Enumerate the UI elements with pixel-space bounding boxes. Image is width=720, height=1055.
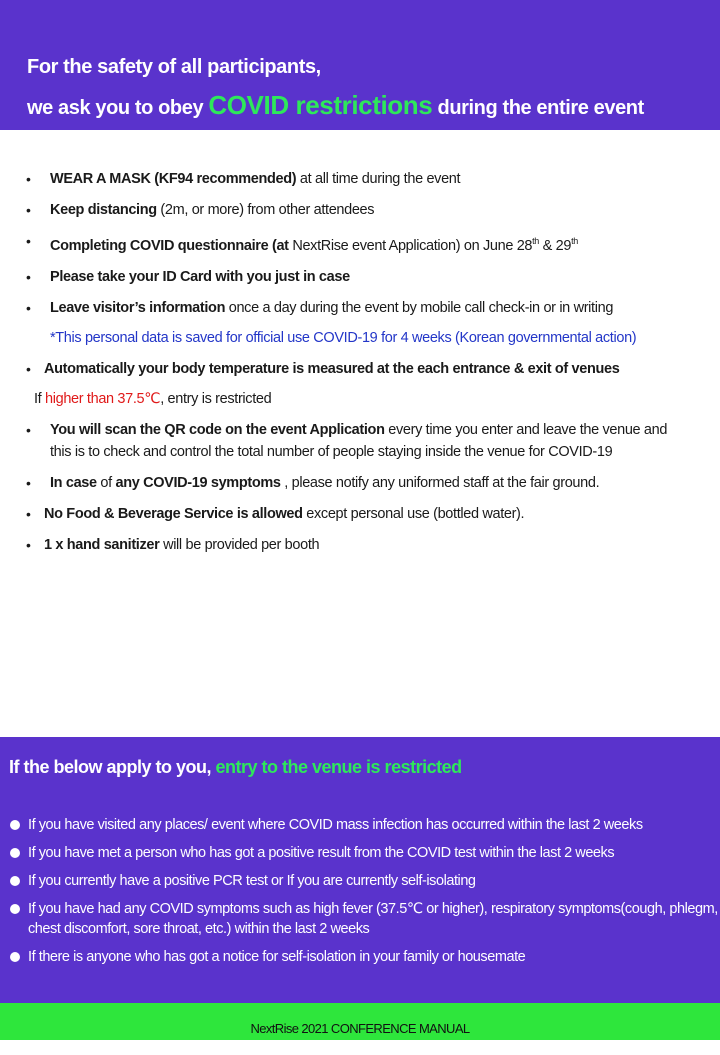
rule-text: & 29 <box>538 237 572 254</box>
bullet-icon: • <box>26 202 31 218</box>
banner-highlight: COVID restrictions <box>208 90 433 120</box>
bullet-icon: • <box>26 299 31 316</box>
rule-bold: Leave visitor’s information <box>50 299 226 316</box>
temperature-line <box>34 388 714 410</box>
heading-pre: If the below apply to you, <box>9 757 216 777</box>
rule-text: (2m, or more) from other attendees <box>156 202 375 218</box>
bullet-icon: • <box>26 536 31 553</box>
condition-text: If there is anyone who has got a notice for self-isolation in your family or housemate <box>28 949 526 965</box>
rule-text: NextRise event Application) on June 28 <box>288 237 533 254</box>
banner-line-2 <box>27 90 644 121</box>
rule-mask <box>24 168 714 190</box>
list-item <box>9 899 719 939</box>
temperature-threshold: higher than 37.5℃ <box>45 390 161 407</box>
rule-text: every time you enter and leave the venue and <box>384 421 668 438</box>
footer-text: NextRise 2021 CONFERENCE MANUAL <box>250 1021 470 1036</box>
rule-text: except personal use (bottled water). <box>302 505 525 522</box>
rule-bold: Automatically your body temperature is measured at the each entrance & exit of venues <box>44 360 620 377</box>
list-item <box>9 871 719 891</box>
rule-text: at all time during the event <box>296 171 461 187</box>
bullet-icon: • <box>26 233 31 249</box>
list-item <box>9 843 719 863</box>
condition-text: If you have visited any places/ event where COVID mass infection has occurred within the last 2 weeks <box>28 817 643 833</box>
restriction-panel <box>0 737 720 1003</box>
restriction-list <box>9 815 719 975</box>
rule-text: , please notify any uniformed staff at the fair ground. <box>280 474 600 491</box>
rule-bold: 1 x hand sanitizer <box>44 536 160 553</box>
rule-distancing <box>24 199 714 221</box>
rule-bold: Keep distancing <box>50 202 157 218</box>
list-item <box>9 947 719 967</box>
banner-line-2-post: during the entire event <box>432 97 644 119</box>
bullet-icon: • <box>26 171 31 187</box>
condition-text: If you currently have a positive PCR test or If you are currently self-isolating <box>28 873 476 889</box>
rule-questionnaire <box>24 230 714 257</box>
rule-bold: In case <box>50 474 97 491</box>
rule-sanitizer <box>24 534 714 556</box>
bullet-icon <box>10 820 20 830</box>
list-item <box>9 815 719 835</box>
superscript: th <box>571 236 578 246</box>
bullet-icon: • <box>26 421 31 438</box>
heading-highlight: entry to the venue is restricted <box>215 757 462 777</box>
bullet-icon <box>10 876 20 886</box>
rule-text: once a day during the event by mobile call check-in or in writing <box>225 299 614 316</box>
rule-bold: any COVID-19 symptoms <box>115 474 281 491</box>
rule-text: will be provided per booth <box>159 536 320 553</box>
banner-line-2-pre: we ask you to obey <box>27 97 209 119</box>
temp-if: If <box>34 390 46 407</box>
condition-text: If you have had any COVID symptoms such as high fever (37.5℃ or higher), respiratory symptoms(cough, phlegm, chest discomfort, sore throat, etc.) within the last 2 weeks <box>28 901 718 937</box>
rule-qr-code <box>24 419 714 463</box>
superscript: th <box>532 236 539 246</box>
top-banner <box>0 0 720 130</box>
rule-bold: Completing COVID questionnaire (at <box>50 237 289 254</box>
rule-text: of <box>96 474 116 491</box>
rule-bold: You will scan the QR code on the event Application <box>50 421 385 438</box>
bullet-icon <box>10 904 20 914</box>
footer <box>0 1003 720 1040</box>
bullet-icon: • <box>26 360 31 377</box>
rule-bold: Please take your ID Card with you just in case <box>50 268 350 285</box>
personal-data-note: *This personal data is saved for official use COVID-19 for 4 weeks (Korean governmental action) <box>50 329 637 346</box>
temp-rest: , entry is restricted <box>160 390 272 407</box>
rule-food-beverage <box>24 503 714 525</box>
condition-text: If you have met a person who has got a positive result from the COVID test within the last 2 weeks <box>28 845 615 861</box>
rule-id-card <box>24 266 714 288</box>
banner-line-1: For the safety of all participants, <box>27 56 321 78</box>
rule-temperature <box>24 358 714 410</box>
rule-symptoms <box>24 472 714 494</box>
rule-visitor-info <box>24 297 714 349</box>
bullet-icon: • <box>26 268 31 285</box>
bullet-icon <box>10 952 20 962</box>
bullet-icon: • <box>26 505 31 522</box>
rule-bold: No Food & Beverage Service is allowed <box>44 505 303 522</box>
bullet-icon: • <box>26 474 31 491</box>
restriction-heading <box>9 757 462 778</box>
bullet-icon <box>10 848 20 858</box>
rule-text-line-2: this is to check and control the total number of people staying inside the venue for COVID-19 <box>50 443 613 460</box>
rule-bold: WEAR A MASK (KF94 recommended) <box>50 171 297 187</box>
rules-list <box>24 168 714 565</box>
